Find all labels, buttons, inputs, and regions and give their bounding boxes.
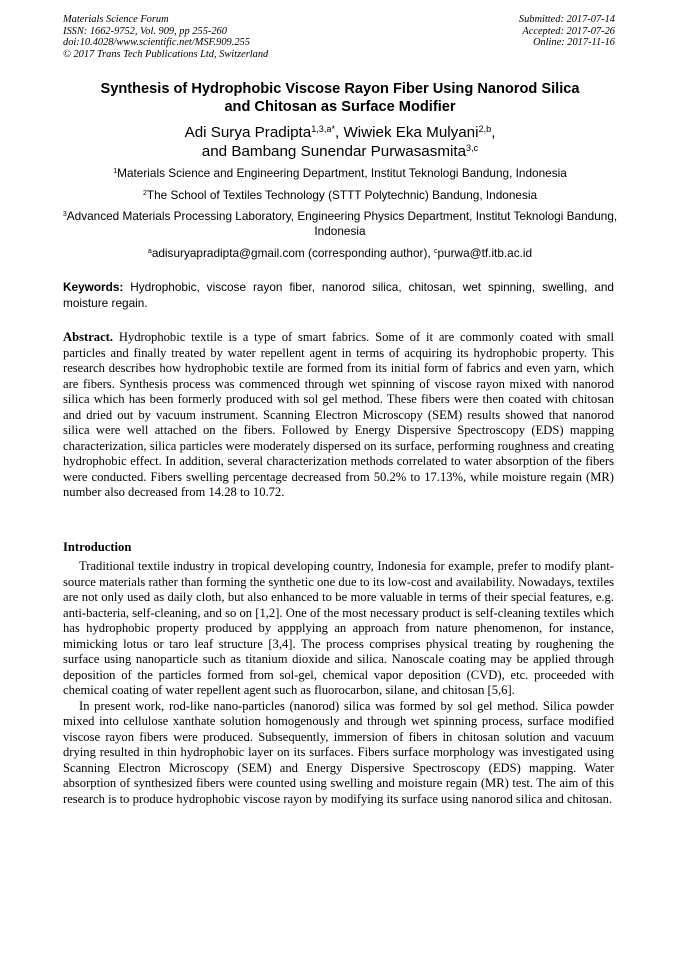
email-coauthor: purwa@tf.itb.ac.id bbox=[437, 246, 533, 260]
author-line-1 bbox=[60, 124, 620, 143]
date-accepted: Accepted: 2017-07-26 bbox=[522, 25, 615, 37]
paper-title bbox=[60, 80, 620, 116]
author-line-2 bbox=[60, 143, 620, 162]
affiliation-marker: 1 bbox=[113, 167, 118, 176]
title-line-2: and Chitosan as Surface Modifier bbox=[224, 99, 456, 115]
contact-emails bbox=[60, 246, 620, 261]
author-prefix: and bbox=[201, 142, 232, 160]
journal-issn: ISSN: 1662-9752, Vol. 909, pp 255-260 bbox=[63, 25, 227, 37]
keywords bbox=[63, 280, 614, 311]
affiliation-marker: 3 bbox=[62, 210, 67, 219]
author-affiliation-marker: 3,c bbox=[466, 142, 479, 153]
introduction-paragraph: In present work, rod-like nano-particles (nanorod) silica was formed by sol gel method. Silica powder mixed into cellulose xanthate solution homogenously and through wet spinning process, surface modified viscose rayon fibers were produced. Subsequently, immersion of fibers in chitosan solution and vacuum drying resulted in thin hydrophobic layer on its surfaces. Fibers surface morphology was investigated using Scanning Electron Microscopy (SEM) and Energy Dispersive Spectroscopy (EDS) mapping. Water absorption of synthesized fibers were counted using swelling and moisture regain (MR) test. The aim of this research is to produce hydrophobic viscose rayon by modifying its surface using nanorod silica and chitosan. bbox=[63, 698, 614, 806]
introduction-paragraph: Traditional textile industry in tropical developing country, Indonesia for example, prefer to modify plant-source materials rather than forming the synthetic one due to its low-cost and availability. Nowadays, textiles are not only used as daily cloth, but also enhanced to be more valuable in terms of their special features, e.g. anti-bacteria, self-cleaning, and so on [1,2]. One of the most necessary product is self-cleaning textiles which has hydrophobic property produced by appplying an approach from nature phenomenon, for instance, mimicking lotus or taro leaf structure [3,4]. The process comprises physical treating by roughening the surface using nanoparticle such as titanium dioxide and silica. Nanoscale coating may be applied through deposition of the particles formed from sol-gel, chemical vapor deposition (CVD), etc. proceeded with chemical coating of water repellent agent such as fluorocarbon, silane, and chitosan [5,6]. bbox=[63, 559, 614, 697]
author-separator: , bbox=[491, 124, 496, 141]
email-marker: c bbox=[433, 247, 438, 256]
journal-copyright: © 2017 Trans Tech Publications Ltd, Switzerland bbox=[63, 48, 269, 60]
abstract-label: Abstract. bbox=[63, 330, 114, 344]
publication-dates bbox=[519, 14, 615, 49]
affiliation-text: The School of Textiles Technology (STTT Polytechnic) Bandung, Indonesia bbox=[146, 188, 538, 202]
affiliation-marker: 2 bbox=[142, 189, 147, 198]
date-online: Online: 2017-11-16 bbox=[532, 37, 615, 49]
journal-info bbox=[63, 14, 268, 60]
journal-doi: doi:10.4028/www.scientific.net/MSF.909.255 bbox=[63, 37, 250, 49]
keywords-label: Keywords: bbox=[63, 280, 124, 294]
author-affiliation-marker: 1,3,a* bbox=[311, 123, 336, 134]
date-submitted: Submitted: 2017-07-14 bbox=[518, 14, 615, 25]
affiliation-3 bbox=[60, 209, 620, 239]
keywords-text: Hydrophobic, viscose rayon fiber, nanorod silica, chitosan, wet spinning, swelling, and moisture regain. bbox=[63, 280, 614, 310]
affiliation-2 bbox=[60, 188, 620, 203]
email-corresponding: adisuryapradipta@gmail.com (corresponding author), bbox=[151, 246, 434, 260]
journal-name: Materials Science Forum bbox=[63, 14, 169, 25]
abstract-text: Hydrophobic textile is a type of smart fabrics. Some of it are commonly coated with small particles and finally treated by water repellent agent in terms of acquiring its hydrophobic property. This research describes how hydrophobic textile are formed from its initial form of fabrics and even yarn, which are fibers. Synthesis process was commenced through wet spinning of viscose rayon mixed with nanorod silica which has been formerly produced with sol gel method. These fibers were then coated with chitosan and dried out by vacuum instrument. Scanning Electron Microscopy (SEM) results showed that nanorod silica were well attached on the fibers. Followed by Energy Dispersive Spectroscopy (EDS) mapping characterization, silica particles were moderately dispersed on its surface, performing roughness and creating hydrophobic effect. In addition, several characterization methods correlated to water absorption of the fibers were conducted. Fibers swelling percentage decreased from 50.2% to 17.13%, while moisture regain (MR) number also decreased from 14.28 to 10.72. bbox=[63, 330, 614, 499]
author-affiliation-marker: 2,b bbox=[478, 123, 492, 134]
affiliation-text: Materials Science and Engineering Department, Institut Teknologi Bandung, Indonesia bbox=[117, 166, 567, 180]
title-line-1: Synthesis of Hydrophobic Viscose Rayon Fiber Using Nanorod Silica bbox=[100, 81, 580, 97]
author-list bbox=[60, 124, 620, 161]
author-name: Adi Surya Pradipta bbox=[184, 124, 312, 141]
section-heading-introduction: Introduction bbox=[63, 540, 132, 554]
author-name: Wiwiek Eka Mulyani bbox=[343, 124, 479, 141]
affiliation-text: Advanced Materials Processing Laboratory, Engineering Physics Department, Institut Teknologi Bandung, Indonesia bbox=[66, 209, 618, 238]
author-separator: , bbox=[335, 124, 344, 141]
affiliation-1 bbox=[60, 166, 620, 181]
email-marker: a bbox=[147, 247, 152, 256]
introduction-body bbox=[63, 559, 614, 807]
abstract bbox=[63, 330, 614, 501]
author-name: Bambang Sunendar Purwasasmita bbox=[231, 142, 467, 160]
